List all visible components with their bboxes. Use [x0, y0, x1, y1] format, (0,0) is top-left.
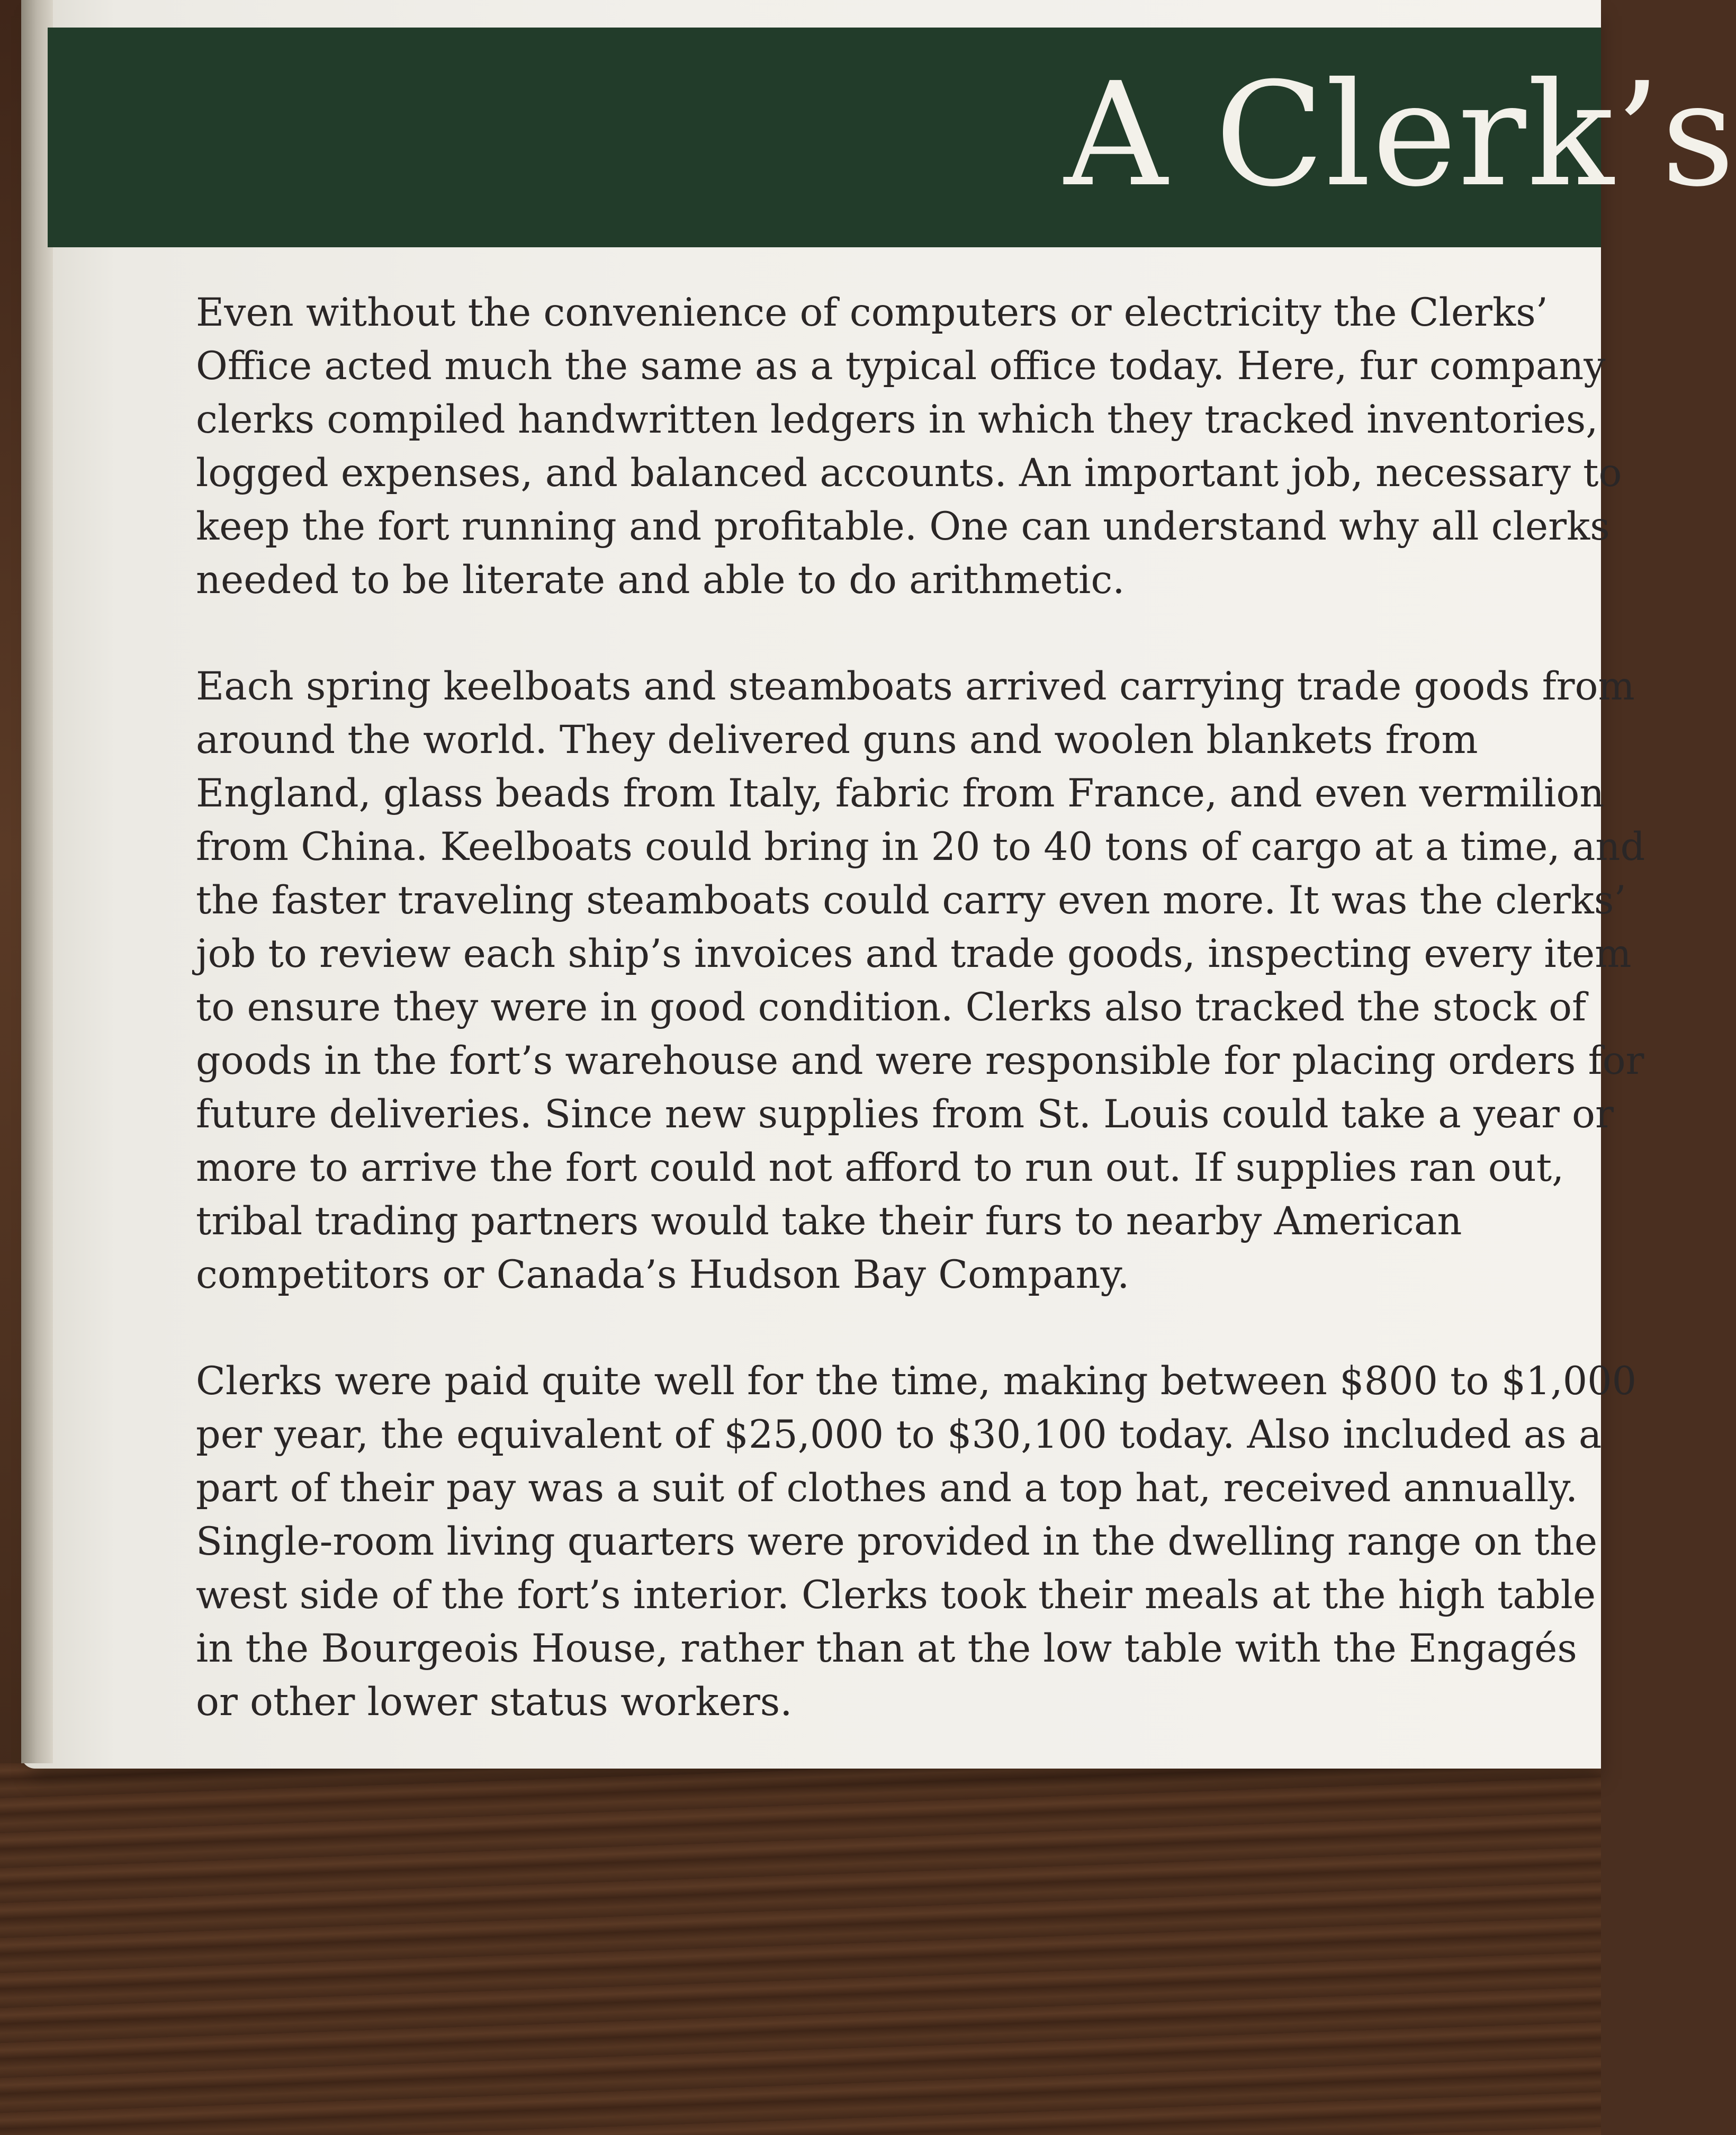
- text-line: Clerks were paid quite well for the time, making between $800 to $1,000: [196, 1359, 1637, 1404]
- text-line: the faster traveling steamboats could carry even more. It was the clerks’: [196, 878, 1626, 923]
- text-line: Even without the convenience of computers or electricity the Clerks’: [196, 290, 1548, 335]
- text-line: goods in the fort’s warehouse and were responsible for placing orders for: [196, 1038, 1644, 1083]
- sign-title: A Clerk’s: [1064, 51, 1736, 218]
- text-line: competitors or Canada’s Hudson Bay Company.: [196, 1252, 1130, 1297]
- text-line: in the Bourgeois House, rather than at the low table with the Engagés: [196, 1626, 1577, 1671]
- text-line: to ensure they were in good condition. Clerks also tracked the stock of: [196, 985, 1587, 1030]
- text-line: Each spring keelboats and steamboats arrived carrying trade goods from: [196, 664, 1635, 709]
- text-line: Single-room living quarters were provided in the dwelling range on the: [196, 1519, 1598, 1564]
- text-line: needed to be literate and able to do arithmetic.: [196, 558, 1125, 603]
- text-line: future deliveries. Since new supplies from St. Louis could take a year or: [196, 1092, 1614, 1137]
- paragraph-2: [196, 660, 1645, 1302]
- text-line: from China. Keelboats could bring in 20 to 40 tons of cargo at a time, and: [196, 824, 1645, 869]
- panel-edge: [21, 0, 53, 1763]
- text-line: tribal trading partners would take their furs to nearby American: [196, 1199, 1462, 1244]
- paragraph-1: [196, 286, 1622, 607]
- text-line: part of their pay was a suit of clothes and a top hat, received annually.: [196, 1466, 1578, 1511]
- text-line: job to review each ship’s invoices and trade goods, inspecting every item: [196, 931, 1632, 976]
- text-line: keep the fort running and profitable. One can understand why all clerks: [196, 504, 1610, 549]
- text-line: Office acted much the same as a typical office today. Here, fur company: [196, 344, 1606, 389]
- text-line: or other lower status workers.: [196, 1680, 793, 1725]
- wooden-shelf: [0, 1763, 1601, 2135]
- text-line: more to arrive the fort could not afford to run out. If supplies ran out,: [196, 1145, 1564, 1190]
- text-line: west side of the fort’s interior. Clerks took their meals at the high table: [196, 1573, 1596, 1618]
- sign-body-text: [196, 286, 1645, 1782]
- paragraph-3: [196, 1354, 1637, 1729]
- text-line: logged expenses, and balanced accounts. An important job, necessary to: [196, 451, 1622, 496]
- text-line: England, glass beads from Italy, fabric from France, and even vermilion: [196, 771, 1605, 816]
- text-line: around the world. They delivered guns and woolen blankets from: [196, 717, 1478, 762]
- text-line: per year, the equivalent of $25,000 to $30,100 today. Also included as a: [196, 1412, 1602, 1457]
- text-line: clerks compiled handwritten ledgers in which they tracked inventories,: [196, 397, 1598, 442]
